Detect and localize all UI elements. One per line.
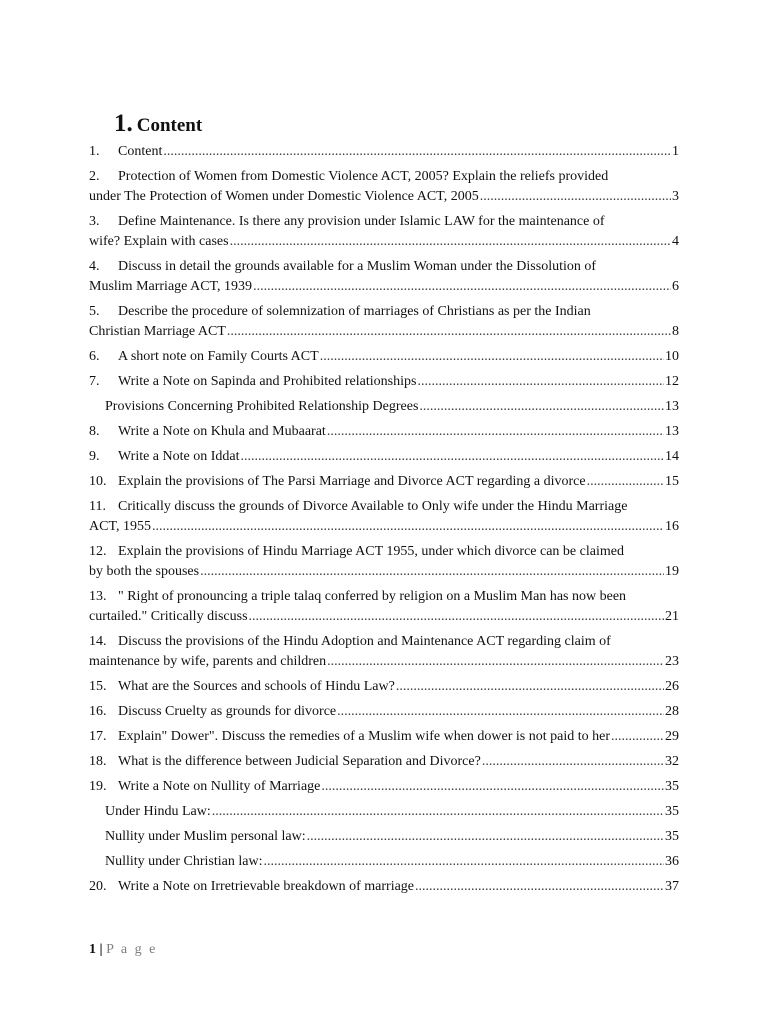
toc-entry-line [89,232,679,252]
toc-entry-line [89,302,679,322]
toc-leader-dots [611,727,664,747]
toc-page-number: 23 [665,654,679,669]
toc-entry-line [89,777,679,797]
toc-entry[interactable] [89,542,679,582]
toc-entry-title: A short note on Family Courts ACT [118,349,319,364]
toc-entry[interactable] [89,852,679,872]
toc-leader-dots [200,562,664,582]
toc-leader-dots [321,777,664,797]
toc-entry-line [105,852,679,872]
toc-entry[interactable] [89,727,679,747]
toc-page-number: 13 [665,399,679,414]
toc-entry-title: Define Maintenance. Is there any provision under Islamic LAW for the maintenance of [118,214,605,229]
toc-leader-dots [230,232,671,252]
toc-leader-dots [307,827,664,847]
toc-page-number: 19 [665,564,679,579]
toc-entry-number: 11. [89,499,106,514]
toc-entry-line [89,142,679,162]
toc-leader-dots [482,752,664,772]
toc-entry-line [89,752,679,772]
toc-entry-number: 4. [89,259,100,274]
toc-entry[interactable] [89,752,679,772]
toc-entry[interactable] [89,257,679,297]
toc-entry[interactable] [89,497,679,537]
toc-entry-line [105,802,679,822]
toc-entry-line [89,257,679,277]
toc-entry[interactable] [89,587,679,627]
toc-entry-number: 2. [89,169,100,184]
toc-entry-line [89,422,679,442]
toc-entry-title: Nullity under Muslim personal law: [105,829,306,844]
toc-entry[interactable] [89,447,679,467]
toc-entry-title: Explain the provisions of Hindu Marriage ACT 1955, under which divorce can be claimed [118,544,624,559]
toc-entry[interactable] [89,677,679,697]
toc-entry-number: 14. [89,634,107,649]
toc-entry[interactable] [89,422,679,442]
toc-entry[interactable] [89,302,679,342]
toc-entry[interactable] [89,372,679,392]
toc-entry-line [89,677,679,697]
toc-entry-line [89,347,679,367]
toc-entry-line [89,587,679,607]
toc-entry-line [89,702,679,722]
table-of-contents [89,142,679,902]
toc-entry-line [89,497,679,517]
toc-entry-title: Critically discuss the grounds of Divorce Available to Only wife under the Hindu Marriage [118,499,628,514]
toc-entry-title: Write a Note on Iddat [118,449,240,464]
toc-leader-dots [417,372,664,392]
toc-page-number: 36 [665,854,679,869]
toc-leader-dots [152,517,664,537]
toc-leader-dots [241,447,664,467]
toc-page-number: 28 [665,704,679,719]
toc-entry-title: Provisions Concerning Prohibited Relationship Degrees [105,399,419,414]
toc-entry[interactable] [89,212,679,252]
toc-entry-title: Muslim Marriage ACT, 1939 [89,279,253,294]
toc-entry-line [89,517,679,537]
toc-page-number: 12 [665,374,679,389]
toc-entry-number: 12. [89,544,107,559]
toc-entry-title: ACT, 1955 [89,519,151,534]
toc-leader-dots [253,277,671,297]
toc-entry-number: 17. [89,729,107,744]
toc-entry-number: 10. [89,474,107,489]
toc-entry-title: Write a Note on Nullity of Marriage [118,779,321,794]
toc-entry-line [89,727,679,747]
toc-entry-line [105,397,679,417]
toc-entry-line [89,562,679,582]
toc-page-number: 35 [665,779,679,794]
toc-entry-number: 8. [89,424,100,439]
toc-entry-line [89,187,679,207]
toc-page-number: 8 [672,324,679,339]
toc-entry-number: 5. [89,304,100,319]
toc-entry[interactable] [89,167,679,207]
toc-entry-number: 18. [89,754,107,769]
toc-entry-title: curtailed." Critically discuss [89,609,248,624]
toc-page-number: 32 [665,754,679,769]
toc-leader-dots [212,802,664,822]
footer-page-label: P a g e [106,942,158,957]
toc-entry[interactable] [89,802,679,822]
toc-entry[interactable] [89,142,679,162]
toc-entry-title: Protection of Women from Domestic Violence ACT, 2005? Explain the reliefs provided [118,169,609,184]
toc-entry-line [89,277,679,297]
page-footer [89,942,157,958]
toc-page-number: 35 [665,829,679,844]
footer-page-number: 1 [89,942,96,957]
toc-entry-title: Write a Note on Sapinda and Prohibited relationships [118,374,417,389]
toc-entry[interactable] [89,777,679,797]
toc-page-number: 21 [665,609,679,624]
toc-entry-title: under The Protection of Women under Domestic Violence ACT, 2005 [89,189,479,204]
toc-leader-dots [337,702,664,722]
toc-leader-dots [227,322,671,342]
toc-entry-number: 6. [89,349,100,364]
toc-page-number: 16 [665,519,679,534]
toc-page-number: 14 [665,449,679,464]
toc-entry-number: 3. [89,214,100,229]
toc-entry-title: Write a Note on Irretrievable breakdown of marriage [118,879,415,894]
footer-separator: | [99,942,103,957]
toc-entry[interactable] [89,877,679,897]
toc-entry-number: 1. [89,144,100,159]
toc-leader-dots [263,852,664,872]
toc-entry-number: 13. [89,589,107,604]
toc-entry-title: Discuss the provisions of the Hindu Adoption and Maintenance ACT regarding claim of [118,634,611,649]
toc-page-number: 3 [672,189,679,204]
toc-entry[interactable] [89,472,679,492]
toc-entry-line [105,827,679,847]
toc-entry-line [89,372,679,392]
toc-entry[interactable] [89,347,679,367]
toc-leader-dots [419,397,664,417]
toc-entry-line [89,607,679,627]
toc-page-number: 26 [665,679,679,694]
toc-page-number: 29 [665,729,679,744]
toc-entry-title: Write a Note on Khula and Mubaarat [118,424,326,439]
toc-leader-dots [249,607,664,627]
toc-entry-title: Under Hindu Law: [105,804,211,819]
toc-leader-dots [163,142,671,162]
toc-leader-dots [327,652,664,672]
toc-entry-number: 7. [89,374,100,389]
toc-leader-dots [480,187,671,207]
toc-page-number: 37 [665,879,679,894]
toc-entry-title: Nullity under Christian law: [105,854,263,869]
toc-entry-line [89,877,679,897]
toc-entry-line [89,652,679,672]
toc-entry-title: " Right of pronouncing a triple talaq conferred by religion on a Muslim Man has now been [118,589,627,604]
toc-entry-title: Explain" Dower". Discuss the remedies of a Muslim wife when dower is not paid to her [118,729,610,744]
toc-entry-line [89,472,679,492]
toc-page-number: 15 [665,474,679,489]
toc-entry-line [89,542,679,562]
toc-entry-title: Christian Marriage ACT [89,324,226,339]
toc-entry-title: What is the difference between Judicial Separation and Divorce? [118,754,481,769]
toc-leader-dots [415,877,664,897]
toc-entry-title: What are the Sources and schools of Hindu Law? [118,679,395,694]
toc-entry-number: 20. [89,879,107,894]
heading-text: Content [136,115,203,136]
toc-entry-line [89,212,679,232]
toc-entry-title: wife? Explain with cases [89,234,229,249]
toc-page-number: 13 [665,424,679,439]
toc-entry-title: Content [118,144,163,159]
toc-entry-title: Describe the procedure of solemnization of marriages of Christians as per the Indian [118,304,591,319]
toc-entry-title: maintenance by wife, parents and children [89,654,327,669]
heading-number: 1. [114,110,133,137]
toc-leader-dots [320,347,664,367]
toc-page-number: 10 [665,349,679,364]
toc-entry-title: by both the spouses [89,564,200,579]
toc-entry-title: Discuss in detail the grounds available for a Muslim Woman under the Dissolution of [118,259,597,274]
toc-entry-line [89,167,679,187]
toc-page-number: 6 [672,279,679,294]
toc-page-number: 4 [672,234,679,249]
toc-entry[interactable] [89,632,679,672]
toc-page-number: 1 [672,144,679,159]
toc-entry-number: 9. [89,449,100,464]
toc-leader-dots [587,472,664,492]
toc-leader-dots [327,422,664,442]
toc-entry-title: Explain the provisions of The Parsi Marriage and Divorce ACT regarding a divorce [118,474,586,489]
toc-entry-line [89,447,679,467]
toc-entry[interactable] [89,397,679,417]
toc-entry-number: 15. [89,679,107,694]
toc-leader-dots [396,677,664,697]
toc-entry-title: Discuss Cruelty as grounds for divorce [118,704,337,719]
toc-page-number: 35 [665,804,679,819]
toc-entry[interactable] [89,702,679,722]
toc-entry[interactable] [89,827,679,847]
toc-entry-number: 16. [89,704,107,719]
toc-heading [114,110,202,138]
toc-entry-number: 19. [89,779,107,794]
toc-entry-line [89,322,679,342]
toc-entry-line [89,632,679,652]
